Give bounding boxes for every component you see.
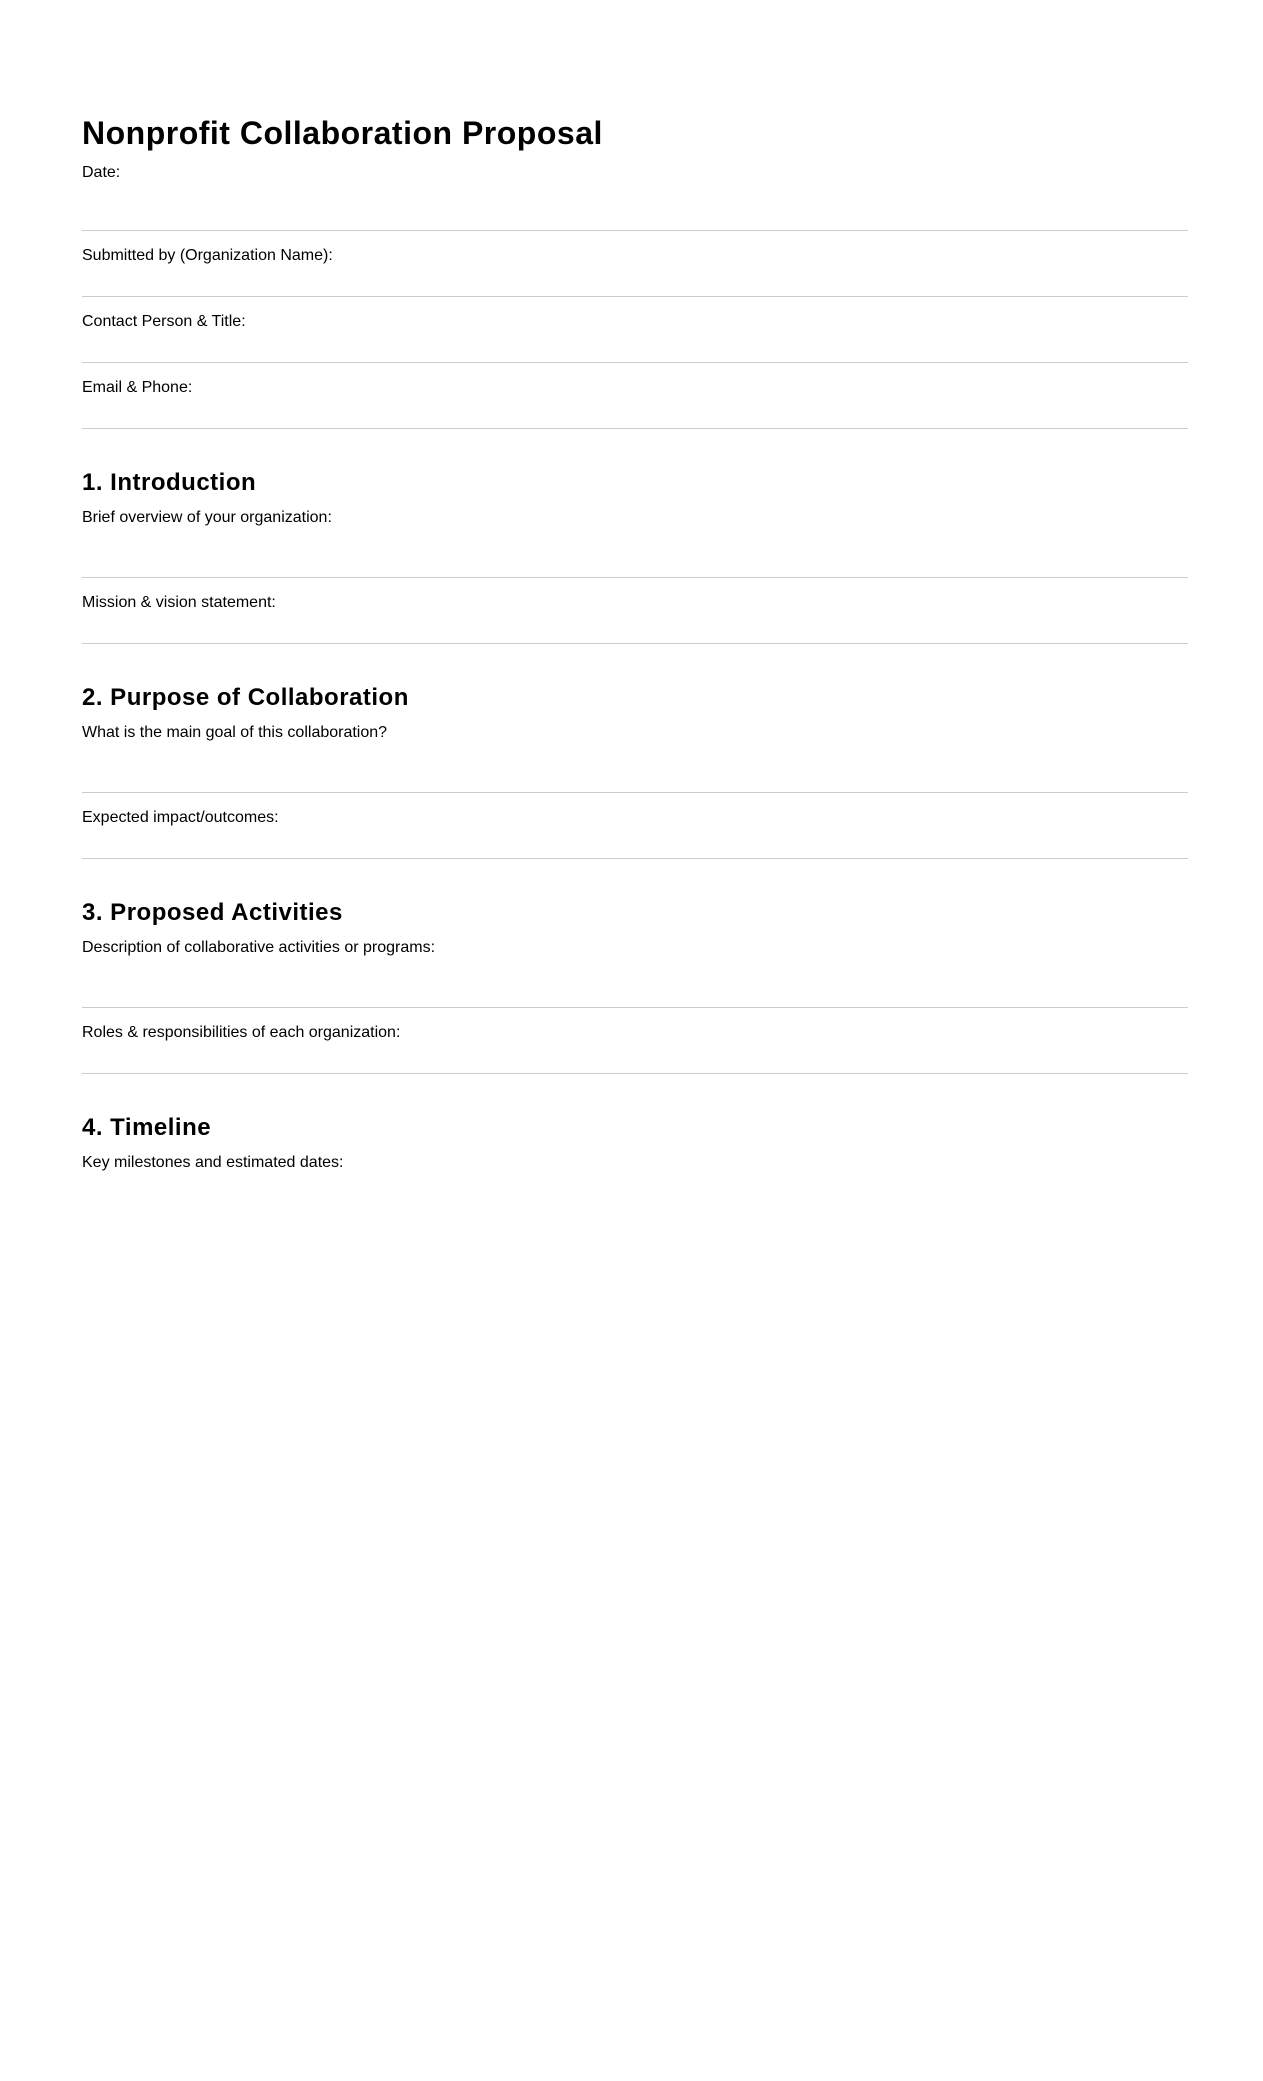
milestones-label: Key milestones and estimated dates: bbox=[82, 1154, 344, 1171]
contact-person-label: Contact Person & Title: bbox=[82, 313, 246, 330]
roles-responsibilities-label: Roles & responsibilities of each organization: bbox=[82, 1024, 401, 1041]
milestones-field[interactable] bbox=[82, 1143, 1188, 1223]
organization-overview-label: Brief overview of your organization: bbox=[82, 509, 332, 526]
contact-person-field[interactable] bbox=[82, 297, 1188, 363]
section-heading-activities: 3. Proposed Activities bbox=[82, 899, 343, 926]
main-goal-field[interactable] bbox=[82, 713, 1188, 793]
roles-responsibilities-field[interactable] bbox=[82, 1008, 1188, 1074]
section-heading-purpose: 2. Purpose of Collaboration bbox=[82, 684, 409, 711]
section-introduction bbox=[82, 429, 1188, 644]
expected-impact-field[interactable] bbox=[82, 793, 1188, 859]
activities-description-label: Description of collaborative activities or programs: bbox=[82, 939, 436, 956]
date-field[interactable] bbox=[82, 153, 1188, 231]
mission-vision-field[interactable] bbox=[82, 578, 1188, 644]
proposal-form bbox=[82, 113, 1188, 1223]
organization-overview-field[interactable] bbox=[82, 498, 1188, 578]
section-purpose bbox=[82, 644, 1188, 859]
main-goal-label: What is the main goal of this collaboration? bbox=[82, 724, 388, 741]
email-phone-label: Email & Phone: bbox=[82, 379, 193, 396]
expected-impact-label: Expected impact/outcomes: bbox=[82, 809, 279, 826]
mission-vision-label: Mission & vision statement: bbox=[82, 594, 276, 611]
date-label: Date: bbox=[82, 164, 121, 181]
organization-name-label: Submitted by (Organization Name): bbox=[82, 247, 333, 264]
email-phone-field[interactable] bbox=[82, 363, 1188, 429]
section-activities bbox=[82, 859, 1188, 1074]
page-title: Nonprofit Collaboration Proposal bbox=[82, 115, 603, 151]
section-heading-timeline: 4. Timeline bbox=[82, 1114, 212, 1141]
activities-description-field[interactable] bbox=[82, 928, 1188, 1008]
organization-name-field[interactable] bbox=[82, 231, 1188, 297]
section-timeline bbox=[82, 1074, 1188, 1223]
section-heading-introduction: 1. Introduction bbox=[82, 469, 257, 496]
